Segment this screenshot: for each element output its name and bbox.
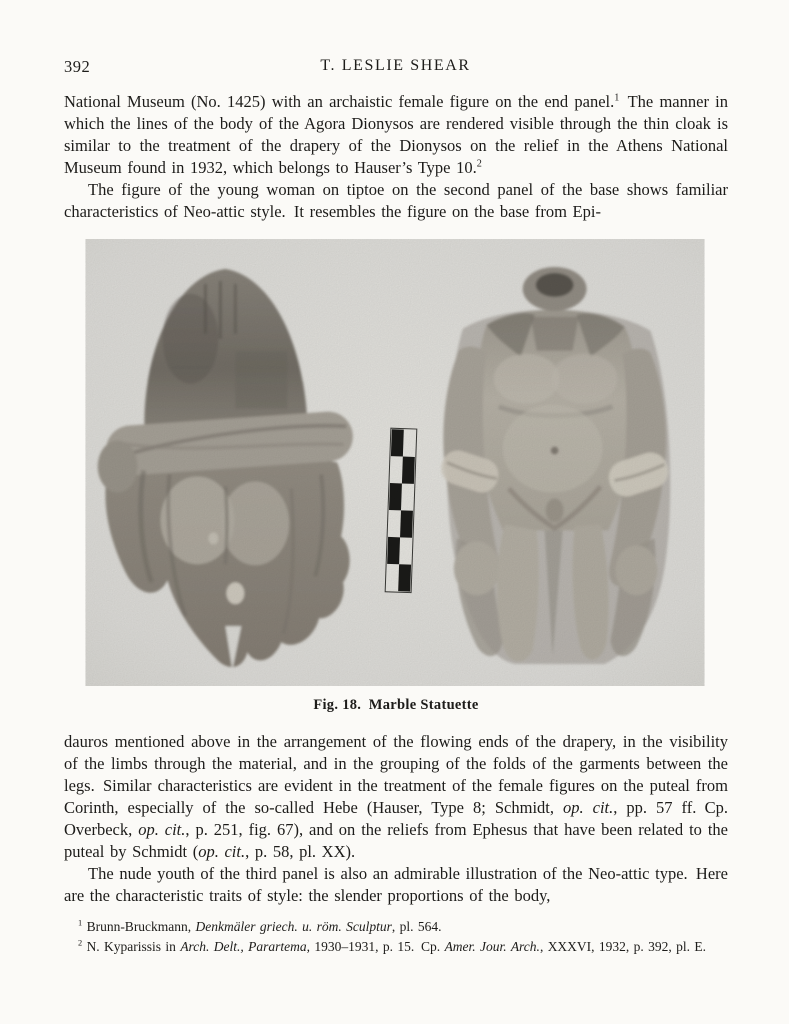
- figure-18: [85, 239, 705, 686]
- body-paragraph-2: The figure of the young woman on tiptoe on the second panel of the base shows familiar characteristics of Neo-attic style. It resembles the figure on the base from Epi-: [64, 180, 728, 221]
- footnote-2: $^2$ N. Kyparissis in Arch. Delt., Parartema, 1930–1931, p. 15. Cp. Amer. Jour. Arch., XXXVI, 1932, p. 392, pl. E.: [78, 938, 707, 954]
- running-head: T. LESLIE SHEAR: [320, 57, 471, 74]
- body-paragraph-1: National Museum (No. 1425) with an archaistic female figure on the end panel.$^1$ The manner in which the lines of the body of the Agora Dionysos are rendered visible through the thin cloak is similar to the treatment of the drapery of the Dionysos on the relief in the Athens National Museum found in 1932, which belongs to Hauser’s Type 10.$^2$: [64, 92, 728, 177]
- lower-text-block: [64, 731, 728, 907]
- footnote-1: $^1$ Brunn-Bruckmann, Denkmäler griech. u. röm. Sculptur, pl. 564.: [78, 918, 442, 934]
- page-header: [64, 57, 727, 79]
- page-number: 392: [64, 57, 91, 76]
- body-paragraph-4: The nude youth of the third panel is also an admirable illustration of the Neo-attic type. Here are the characteristic traits of style: the slender proportions of the body,: [64, 864, 728, 905]
- footnotes: [64, 917, 728, 956]
- photo-grain: [86, 239, 705, 686]
- body-paragraph-3: dauros mentioned above in the arrangement of the flowing ends of the drapery, in the visibility of the limbs through the material, and in the grouping of the folds of the garments between the legs. Similar characteristics are evident in the treatment of the female figures on the puteal from Corinth, especially of the so-called Hebe (Hauser, Type 8; Schmidt, op. cit., pp. 57 ff. Cp. Overbeck, op. cit., p. 251, fig. 67), and on the reliefs from Ephesus that have been related to the puteal by Schmidt (op. cit., p. 58, pl. XX).: [64, 732, 728, 861]
- statuette-photo: [85, 239, 705, 686]
- figure-caption: Fig. 18. Marble Statuette: [313, 697, 479, 713]
- upper-text-block: [64, 91, 728, 223]
